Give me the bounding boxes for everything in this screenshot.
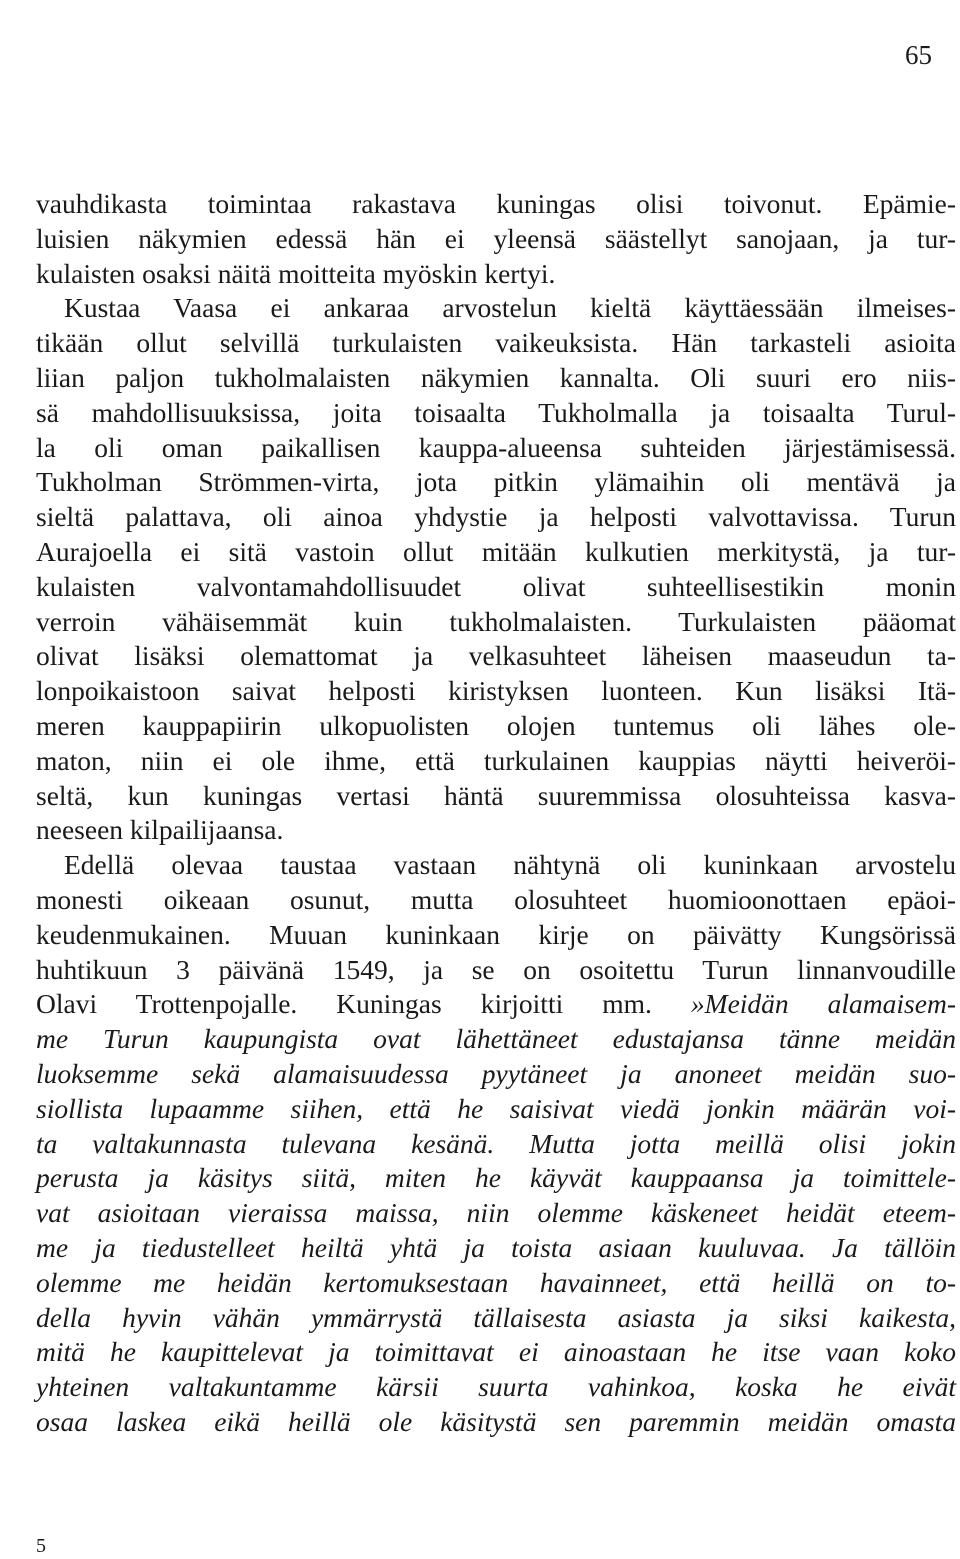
quoted-text: ta valtakunnasta tulevana kesänä. Mutta jotta meillä olisi jokin — [36, 1127, 956, 1159]
quoted-text: me ja tiedustelleet heiltä yhtä ja toista asiaan kuuluvaa. Ja tällöin — [36, 1231, 956, 1263]
text-line — [36, 1092, 956, 1127]
quoted-text: luoksemme sekä alamaisuudessa pyytäneet ja anoneet meidän suo- — [36, 1057, 956, 1089]
line-text: maton, niin ei ole ihme, että turkulainen kauppias näytti heiveröi- — [36, 744, 956, 776]
text-line — [36, 535, 956, 570]
page-number: 65 — [905, 40, 932, 70]
quoted-text: »Meidän alamaisem- — [690, 988, 956, 1020]
text-line — [36, 431, 956, 466]
line-text: keudenmukainen. Muuan kuninkaan kirje on päivätty Kungsörissä — [36, 918, 956, 950]
text-line — [36, 570, 956, 605]
line-text: monesti oikeaan osunut, mutta olosuhteet huomioonottaen epäoi- — [36, 883, 956, 915]
text-line — [36, 1301, 956, 1336]
text-line — [36, 639, 956, 674]
text-line — [36, 1335, 956, 1370]
quoted-text: mitä he kaupittelevat ja toimittavat ei ainoastaan he itse vaan koko — [36, 1336, 956, 1368]
text-line — [36, 326, 956, 361]
text-line — [36, 1405, 956, 1440]
signature-mark: 5 — [36, 1535, 46, 1557]
line-text: neeseen kilpailijaansa. — [36, 814, 284, 846]
text-line — [36, 848, 956, 883]
line-text: verroin vähäisemmät kuin tukholmalaisten. Turkulaisten pääomat — [36, 605, 956, 637]
quoted-text: yhteinen valtakuntamme kärsii suurta vahinkoa, koska he eivät — [36, 1371, 956, 1403]
line-text: tikään ollut selvillä turkulaisten vaikeuksista. Hän tarkasteli asioita — [36, 327, 956, 359]
line-text: la oli oman paikallisen kauppa-alueensa suhteiden järjestämisessä. — [36, 431, 956, 463]
line-text: kulaisten valvontamahdollisuudet olivat suhteellisestikin monin — [36, 570, 956, 602]
text-line — [36, 1370, 956, 1405]
text-line — [36, 709, 956, 744]
line-text: Tukholman Strömmen-virta, jota pitkin ylämaihin oli mentävä ja — [36, 466, 956, 498]
quoted-text: della hyvin vähän ymmärrystä tällaisesta asiasta ja siksi kaikesta, — [36, 1301, 956, 1333]
text-line — [36, 1266, 956, 1301]
quoted-text: siollista lupaamme siihen, että he saisivat viedä jonkin määrän voi- — [36, 1092, 956, 1124]
text-line — [36, 1161, 956, 1196]
text-line — [36, 779, 956, 814]
line-text: sä mahdollisuuksissa, joita toisaalta Tukholmalla ja toisaalta Turul- — [36, 396, 956, 428]
line-text: Edellä olevaa taustaa vastaan nähtynä oli kuninkaan arvostelu — [64, 849, 956, 881]
text-line — [36, 187, 956, 222]
text-line — [36, 500, 956, 535]
line-text: sieltä palattava, oli ainoa yhdystie ja helposti valvottavissa. Turun — [36, 501, 956, 533]
line-text: Olavi Trottenpojalle. Kuningas kirjoitti mm. — [36, 988, 691, 1020]
text-line — [36, 918, 956, 953]
line-text: vauhdikasta toimintaa rakastava kuningas olisi toivonut. Epämie- — [36, 188, 956, 219]
text-line — [36, 674, 956, 709]
line-text: liian paljon tukholmalaisten näkymien kannalta. Oli suuri ero niis- — [36, 361, 956, 393]
quoted-text: olemme me heidän kertomuksestaan havainneet, että heillä on to- — [36, 1266, 956, 1298]
text-line — [36, 987, 956, 1022]
text-line — [36, 953, 956, 988]
text-line — [36, 883, 956, 918]
text-line — [36, 396, 956, 431]
line-text: luisien näkymien edessä hän ei yleensä säästellyt sanojaan, ja tur- — [36, 222, 956, 254]
line-text: Kustaa Vaasa ei ankaraa arvostelun kieltä käyttäessään ilmeises- — [64, 292, 956, 324]
quoted-text: osaa laskea eikä heillä ole käsitystä sen paremmin meidän omasta — [36, 1405, 956, 1437]
text-line — [36, 291, 956, 326]
line-text: Aurajoella ei sitä vastoin ollut mitään kulkutien merkitystä, ja tur- — [36, 535, 956, 567]
line-text: kulaisten osaksi näitä moitteita myöskin kertyi. — [36, 257, 556, 289]
text-line — [36, 1127, 956, 1162]
quoted-text: vat asioitaan vieraissa maissa, niin olemme käskeneet heidät eteem- — [36, 1197, 956, 1229]
text-line — [36, 257, 956, 292]
text-line — [36, 1022, 956, 1057]
text-line — [36, 744, 956, 779]
line-text: lonpoikaistoon saivat helposti kiristyksen luonteen. Kun lisäksi Itä- — [36, 675, 956, 707]
text-line — [36, 1057, 956, 1092]
line-text: seltä, kun kuningas vertasi häntä suuremmissa olosuhteissa kasva- — [36, 779, 956, 811]
text-line — [36, 1231, 956, 1266]
body-text — [36, 187, 956, 1440]
text-line — [36, 605, 956, 640]
quoted-text: me Turun kaupungista ovat lähettäneet edustajansa tänne meidän — [36, 1023, 956, 1055]
text-line — [36, 1196, 956, 1231]
text-line — [36, 813, 956, 848]
line-text: huhtikuun 3 päivänä 1549, ja se on osoitettu Turun linnanvoudille — [36, 953, 956, 985]
text-line — [36, 361, 956, 396]
line-text: meren kauppapiirin ulkopuolisten olojen tuntemus oli lähes ole- — [36, 709, 956, 741]
quoted-text: perusta ja käsitys siitä, miten he käyvät kauppaansa ja toimittele- — [36, 1162, 956, 1194]
line-text: olivat lisäksi olemattomat ja velkasuhteet läheisen maaseudun ta- — [36, 640, 956, 672]
text-line — [36, 465, 956, 500]
text-line — [36, 222, 956, 257]
